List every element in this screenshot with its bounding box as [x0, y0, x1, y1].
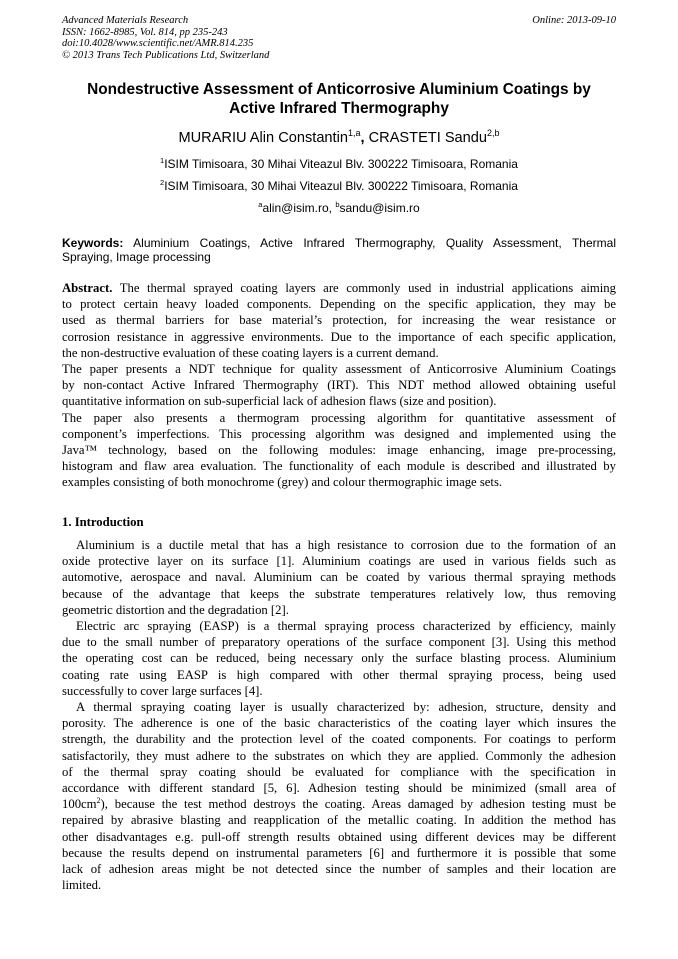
- intro-line: lack of adhesion areas might be not detected since the number of samples and their location are: [62, 862, 616, 877]
- abstract: [62, 280, 616, 491]
- abstract-line: to protect certain heavy loaded components. Depending on the specific application, they may be: [62, 297, 616, 312]
- keywords-text-1: Aluminium Coatings, Active Infrared Thermography, Quality Assessment, Thermal: [123, 236, 616, 250]
- abstract-line: The paper presents a NDT technique for quality assessment of Anticorrosive Aluminium Coatings: [62, 362, 616, 377]
- author-emails: [62, 201, 616, 215]
- journal-issn: ISSN: 1662-8985, Vol. 814, pp 235-243: [62, 26, 228, 38]
- intro-area-value: 100cm: [62, 797, 97, 812]
- intro-line: because of the advantage that keeps the substrate temperatures relatively low, thus removing: [62, 586, 616, 601]
- intro-line: Electric arc spraying (EASP) is a thermal spraying process characterized by efficiency, mainly: [76, 619, 616, 634]
- author-separator: ,: [360, 130, 365, 146]
- intro-line: [62, 796, 616, 812]
- online-date: Online: 2013-09-10: [532, 15, 616, 26]
- author-1: MURARIU Alin Constantin: [178, 130, 348, 146]
- keywords-block: [62, 236, 616, 264]
- introduction-body: [62, 537, 616, 893]
- keywords-label: Keywords:: [62, 236, 124, 250]
- intro-line: accordance with different standard [5, 6]. Adhesion testing should be minimized (small area of: [62, 781, 616, 796]
- intro-line: satisfactorily, they must adhere to the substrates on which they are applied. Commonly the adhesion: [62, 748, 616, 763]
- abstract-line: quantitative information on sub-superficial lack of adhesion flaws (size and position).: [62, 394, 497, 409]
- abstract-line-text: The thermal sprayed coating layers are commonly used in industrial applications aiming: [112, 281, 616, 295]
- intro-line: coating rate using EASP is high compared with other thermal spraying process, being used: [62, 667, 616, 682]
- author-2-affiliation: 2,b: [487, 128, 500, 138]
- intro-line: other disadvantages e.g. pull-off strength results obtained using different devices may be different: [62, 829, 616, 844]
- abstract-line: component’s imperfections. This processing algorithm was designed and implemented using the: [62, 426, 616, 441]
- author-1-affiliation: 1,a: [347, 128, 361, 138]
- intro-line-text: ), because the test method destroys the coating. Areas damaged by adhesion testing must be: [100, 797, 616, 812]
- email-a-mark: a: [258, 200, 263, 209]
- email-b: sandu@isim.ro: [339, 201, 420, 215]
- intro-line: limited.: [62, 878, 102, 893]
- intro-line: strength, the durability and the protection level of the coated components. For coatings to perform: [62, 732, 616, 747]
- intro-line: repaired by abrasive blasting and reapplication of the metallic coating. In addition the method has: [62, 813, 616, 828]
- paper-title: [62, 80, 616, 118]
- intro-area-exponent: 2: [96, 796, 101, 806]
- affiliation-1-mark: 1: [160, 156, 165, 165]
- journal-name: Advanced Materials Research: [62, 15, 189, 26]
- abstract-label: Abstract.: [62, 281, 113, 295]
- abstract-line: by non-contact Active Infrared Thermography (IRT). This NDT method allowed obtaining useful: [62, 378, 616, 393]
- intro-line: of the thermal spray coating should be evaluated for compliance with the specification in: [62, 764, 616, 779]
- keywords-line-1: [62, 236, 616, 250]
- intro-line: porosity. The adherence is one of the basic characteristics of the coating layer which insures the: [62, 716, 616, 731]
- section-heading-introduction: 1. Introduction: [62, 515, 144, 529]
- intro-line: oxide protective layer on its surface [1]. Aluminium coatings are used in various fields such as: [62, 554, 616, 569]
- abstract-line: Java™ technology, based on the following modules: image enhancing, image pre-processing,: [62, 443, 616, 458]
- email-a: alin@isim.ro,: [262, 201, 336, 215]
- affiliation-2: [62, 179, 616, 193]
- abstract-line: used as thermal barriers for base material’s protection, for increasing the wear resistance or: [62, 313, 616, 328]
- title-line-1: Nondestructive Assessment of Anticorrosive Aluminium Coatings by: [87, 81, 591, 98]
- journal-copyright: © 2013 Trans Tech Publications Ltd, Switzerland: [62, 49, 270, 61]
- author-2: CRASTETI Sandu: [368, 130, 488, 146]
- abstract-line: corrosion resistance in aggressive environments. Due to the importance of each specific application,: [62, 329, 616, 344]
- intro-line: Aluminium is a ductile metal that has a high resistance to corrosion due to the formation of an: [76, 538, 616, 552]
- affiliation-2-mark: 2: [160, 178, 165, 187]
- abstract-line: [62, 280, 616, 296]
- intro-line: successfully to cover large surfaces [4].: [62, 683, 263, 698]
- intro-line: automotive, aerospace and naval. Aluminium can be coated by various thermal spraying methods: [62, 570, 616, 585]
- affiliation-1: [62, 157, 616, 171]
- intro-line: A thermal spraying coating layer is usually characterized by: adhesion, structure, density and: [76, 700, 616, 715]
- author-list: [62, 128, 616, 148]
- intro-line: geometric distortion and the degradation [2].: [62, 602, 289, 617]
- abstract-line: the non-destructive evaluation of these coating layers is a current demand.: [62, 345, 439, 360]
- abstract-line: The paper also presents a thermogram processing algorithm for quantitative assessment of: [62, 410, 616, 425]
- abstract-line: histogram and flaw area evaluation. The functionality of each module is described and illustrated by: [62, 459, 616, 474]
- intro-line: due to the small number of preparatory operations of the surface component [3]. Using this method: [62, 635, 616, 650]
- abstract-line: examples consisting of both monochrome (grey) and colour thermographic image sets.: [62, 475, 503, 490]
- intro-line: because the results depend on instrumental parameters [6] and furthermore it is possible that some: [62, 845, 616, 860]
- intro-line: the operating cost can be reduced, being necessary only the surface blasting process. Aluminium: [62, 651, 616, 666]
- affiliation-1-text: ISIM Timisoara, 30 Mihai Viteazul Blv. 300222 Timisoara, Romania: [164, 157, 518, 171]
- keywords-line-2: Spraying, Image processing: [62, 250, 211, 264]
- affiliation-2-text: ISIM Timisoara, 30 Mihai Viteazul Blv. 300222 Timisoara, Romania: [164, 179, 518, 193]
- email-b-mark: b: [335, 200, 340, 209]
- title-line-2: Active Infrared Thermography: [229, 100, 449, 117]
- journal-header: [62, 15, 462, 61]
- journal-doi: doi:10.4028/www.scientific.net/AMR.814.235: [62, 38, 254, 50]
